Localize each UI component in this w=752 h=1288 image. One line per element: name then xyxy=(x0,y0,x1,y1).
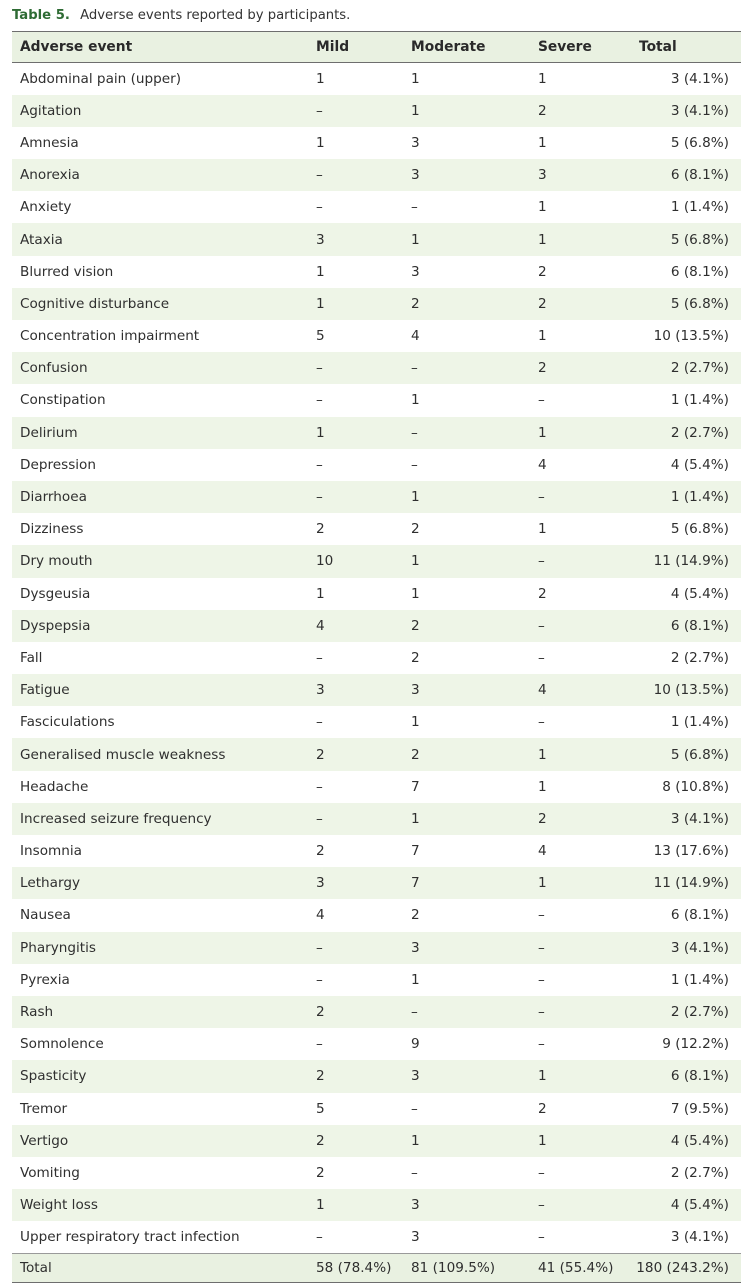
table-row xyxy=(12,1093,741,1125)
cell-mild: 1 xyxy=(316,1197,325,1214)
table-row xyxy=(12,545,741,577)
header-adverse-event: Adverse event xyxy=(12,32,308,63)
header-mild: Mild xyxy=(308,32,403,63)
cell-severe: – xyxy=(538,1004,545,1021)
cell-adverse-event: Somnolence xyxy=(20,1036,104,1053)
total-mild: 58 (78.4%) xyxy=(308,1253,403,1282)
cell-total: 5 (6.8%) xyxy=(670,295,729,312)
cell-total: 1 (1.4%) xyxy=(670,199,729,216)
cell-adverse-event: Depression xyxy=(20,456,96,473)
cell-severe: 1 xyxy=(538,231,547,248)
cell-adverse-event: Diarrhoea xyxy=(20,489,87,506)
cell-mild: 2 xyxy=(316,746,325,763)
cell-mild: – xyxy=(316,649,323,666)
cell-mild: 2 xyxy=(316,1132,325,1149)
cell-total: 5 (6.8%) xyxy=(670,134,729,151)
cell-adverse-event: Insomnia xyxy=(20,843,82,860)
cell-mild: 1 xyxy=(316,70,325,87)
cell-moderate: 3 xyxy=(411,1229,420,1246)
cell-moderate: 3 xyxy=(411,682,420,699)
cell-mild: – xyxy=(316,778,323,795)
cell-moderate: – xyxy=(411,199,418,216)
table-row xyxy=(12,127,741,159)
table-row xyxy=(12,1060,741,1092)
cell-moderate: 3 xyxy=(411,263,420,280)
cell-adverse-event: Confusion xyxy=(20,360,88,377)
total-moderate: 81 (109.5%) xyxy=(403,1253,530,1282)
cell-moderate: 7 xyxy=(411,843,420,860)
cell-adverse-event: Generalised muscle weakness xyxy=(20,746,226,763)
cell-severe: 1 xyxy=(538,778,547,795)
cell-moderate: 1 xyxy=(411,489,420,506)
table-row xyxy=(12,867,741,899)
cell-moderate: – xyxy=(411,1100,418,1117)
cell-total: 11 (14.9%) xyxy=(653,553,729,570)
cell-adverse-event: Constipation xyxy=(20,392,106,409)
cell-moderate: – xyxy=(411,424,418,441)
table-row xyxy=(12,1125,741,1157)
cell-total: 1 (1.4%) xyxy=(670,714,729,731)
table-row xyxy=(12,803,741,835)
table-row xyxy=(12,674,741,706)
cell-total: 8 (10.8%) xyxy=(662,778,729,795)
cell-mild: 2 xyxy=(316,1164,325,1181)
cell-severe: 1 xyxy=(538,1068,547,1085)
cell-moderate: 2 xyxy=(411,617,420,634)
cell-severe: 1 xyxy=(538,424,547,441)
cell-severe: 1 xyxy=(538,328,547,345)
cell-mild: – xyxy=(316,199,323,216)
cell-total: 2 (2.7%) xyxy=(670,360,729,377)
table-row xyxy=(12,932,741,964)
cell-adverse-event: Fasciculations xyxy=(20,714,115,731)
cell-total: 3 (4.1%) xyxy=(670,810,729,827)
cell-mild: 3 xyxy=(316,682,325,699)
cell-total: 1 (1.4%) xyxy=(670,489,729,506)
table-row xyxy=(12,738,741,770)
cell-severe: – xyxy=(538,649,545,666)
header-severe: Severe xyxy=(530,32,631,63)
cell-severe: 2 xyxy=(538,295,547,312)
table-row xyxy=(12,417,741,449)
cell-total: 3 (4.1%) xyxy=(670,1229,729,1246)
cell-severe: 1 xyxy=(538,134,547,151)
cell-mild: 3 xyxy=(316,875,325,892)
table-row xyxy=(12,159,741,191)
cell-mild: 1 xyxy=(316,295,325,312)
cell-moderate: – xyxy=(411,1004,418,1021)
cell-moderate: 9 xyxy=(411,1036,420,1053)
cell-severe: – xyxy=(538,714,545,731)
cell-severe: 2 xyxy=(538,810,547,827)
cell-total: 10 (13.5%) xyxy=(653,328,729,345)
table-caption-text: Adverse events reported by participants. xyxy=(80,8,351,23)
cell-moderate: 7 xyxy=(411,778,420,795)
cell-mild: 4 xyxy=(316,617,325,634)
cell-severe: – xyxy=(538,971,545,988)
cell-mild: 2 xyxy=(316,843,325,860)
table-row xyxy=(12,1157,741,1189)
table-header-row xyxy=(12,32,741,63)
cell-mild: 1 xyxy=(316,585,325,602)
cell-mild: – xyxy=(316,102,323,119)
cell-adverse-event: Pyrexia xyxy=(20,971,70,988)
table-body xyxy=(12,63,741,1254)
cell-mild: 5 xyxy=(316,1100,325,1117)
cell-adverse-event: Cognitive disturbance xyxy=(20,295,170,312)
cell-adverse-event: Dizziness xyxy=(20,521,84,538)
cell-total: 4 (5.4%) xyxy=(670,456,729,473)
table-row xyxy=(12,95,741,127)
total-label: Total xyxy=(12,1253,308,1282)
cell-adverse-event: Fall xyxy=(20,649,43,666)
cell-severe: – xyxy=(538,1229,545,1246)
cell-total: 2 (2.7%) xyxy=(670,649,729,666)
cell-adverse-event: Nausea xyxy=(20,907,71,924)
table-row xyxy=(12,642,741,674)
cell-total: 6 (8.1%) xyxy=(670,617,729,634)
cell-adverse-event: Upper respiratory tract infection xyxy=(20,1229,240,1246)
cell-adverse-event: Fatigue xyxy=(20,682,70,699)
table-row xyxy=(12,610,741,642)
cell-adverse-event: Anorexia xyxy=(20,167,80,184)
adverse-events-table-container xyxy=(12,31,741,1283)
cell-adverse-event: Delirium xyxy=(20,424,78,441)
cell-moderate: 2 xyxy=(411,746,420,763)
cell-moderate: 1 xyxy=(411,585,420,602)
cell-severe: 4 xyxy=(538,456,547,473)
table-row xyxy=(12,256,741,288)
cell-total: 1 (1.4%) xyxy=(670,971,729,988)
adverse-events-table xyxy=(12,31,741,1283)
cell-adverse-event: Weight loss xyxy=(20,1197,98,1214)
cell-total: 1 (1.4%) xyxy=(670,392,729,409)
table-row xyxy=(12,63,741,95)
cell-mild: 1 xyxy=(316,263,325,280)
cell-severe: – xyxy=(538,392,545,409)
cell-adverse-event: Lethargy xyxy=(20,875,80,892)
table-row xyxy=(12,481,741,513)
cell-adverse-event: Vertigo xyxy=(20,1132,69,1149)
cell-severe: – xyxy=(538,1197,545,1214)
cell-adverse-event: Rash xyxy=(20,1004,54,1021)
cell-adverse-event: Abdominal pain (upper) xyxy=(20,70,182,87)
cell-total: 6 (8.1%) xyxy=(670,263,729,280)
cell-severe: 2 xyxy=(538,1100,547,1117)
cell-severe: 2 xyxy=(538,360,547,377)
cell-severe: 1 xyxy=(538,875,547,892)
cell-mild: 4 xyxy=(316,907,325,924)
header-moderate: Moderate xyxy=(403,32,530,63)
cell-moderate: 2 xyxy=(411,521,420,538)
cell-severe: 2 xyxy=(538,102,547,119)
cell-mild: – xyxy=(316,456,323,473)
cell-adverse-event: Increased seizure frequency xyxy=(20,810,212,827)
cell-total: 5 (6.8%) xyxy=(670,746,729,763)
cell-total: 11 (14.9%) xyxy=(653,875,729,892)
table-row xyxy=(12,449,741,481)
cell-adverse-event: Dry mouth xyxy=(20,553,93,570)
table-row xyxy=(12,964,741,996)
cell-total: 6 (8.1%) xyxy=(670,167,729,184)
cell-mild: – xyxy=(316,489,323,506)
cell-moderate: – xyxy=(411,1164,418,1181)
cell-moderate: 3 xyxy=(411,167,420,184)
table-row xyxy=(12,352,741,384)
cell-total: 3 (4.1%) xyxy=(670,939,729,956)
table-caption-label: Table 5. xyxy=(12,8,70,23)
table-row xyxy=(12,1028,741,1060)
cell-severe: 1 xyxy=(538,70,547,87)
cell-moderate: 2 xyxy=(411,907,420,924)
cell-mild: 3 xyxy=(316,231,325,248)
cell-severe: – xyxy=(538,907,545,924)
cell-adverse-event: Agitation xyxy=(20,102,82,119)
cell-adverse-event: Dyspepsia xyxy=(20,617,91,634)
cell-total: 7 (9.5%) xyxy=(670,1100,729,1117)
table-row xyxy=(12,288,741,320)
cell-severe: 2 xyxy=(538,263,547,280)
cell-mild: – xyxy=(316,1036,323,1053)
cell-severe: 1 xyxy=(538,746,547,763)
cell-severe: – xyxy=(538,553,545,570)
cell-severe: – xyxy=(538,1164,545,1181)
cell-total: 4 (5.4%) xyxy=(670,1132,729,1149)
cell-mild: – xyxy=(316,810,323,827)
cell-moderate: – xyxy=(411,456,418,473)
cell-moderate: 3 xyxy=(411,1197,420,1214)
cell-adverse-event: Anxiety xyxy=(20,199,72,216)
cell-moderate: 2 xyxy=(411,295,420,312)
cell-moderate: 1 xyxy=(411,392,420,409)
cell-severe: – xyxy=(538,489,545,506)
table-row xyxy=(12,384,741,416)
cell-moderate: 2 xyxy=(411,649,420,666)
cell-moderate: 4 xyxy=(411,328,420,345)
cell-moderate: 1 xyxy=(411,70,420,87)
cell-adverse-event: Ataxia xyxy=(20,231,63,248)
cell-mild: 2 xyxy=(316,1068,325,1085)
cell-adverse-event: Spasticity xyxy=(20,1068,87,1085)
cell-moderate: 1 xyxy=(411,1132,420,1149)
cell-mild: – xyxy=(316,971,323,988)
cell-total: 6 (8.1%) xyxy=(670,1068,729,1085)
cell-moderate: 7 xyxy=(411,875,420,892)
cell-severe: – xyxy=(538,1036,545,1053)
cell-total: 2 (2.7%) xyxy=(670,1164,729,1181)
cell-mild: 2 xyxy=(316,1004,325,1021)
cell-severe: 1 xyxy=(538,199,547,216)
cell-moderate: 1 xyxy=(411,714,420,731)
cell-total: 6 (8.1%) xyxy=(670,907,729,924)
total-total: 180 (243.2%) xyxy=(631,1253,741,1282)
table-row xyxy=(12,578,741,610)
cell-moderate: 1 xyxy=(411,553,420,570)
cell-mild: – xyxy=(316,1229,323,1246)
cell-moderate: 1 xyxy=(411,102,420,119)
cell-adverse-event: Pharyngitis xyxy=(20,939,96,956)
cell-severe: 1 xyxy=(538,1132,547,1149)
cell-adverse-event: Tremor xyxy=(20,1100,68,1117)
cell-total: 13 (17.6%) xyxy=(653,843,729,860)
cell-total: 3 (4.1%) xyxy=(670,102,729,119)
cell-mild: – xyxy=(316,714,323,731)
cell-adverse-event: Dysgeusia xyxy=(20,585,91,602)
cell-mild: 1 xyxy=(316,424,325,441)
table-row xyxy=(12,771,741,803)
cell-mild: – xyxy=(316,167,323,184)
cell-total: 3 (4.1%) xyxy=(670,70,729,87)
cell-mild: 1 xyxy=(316,134,325,151)
cell-adverse-event: Vomiting xyxy=(20,1164,80,1181)
table-caption xyxy=(12,7,350,25)
cell-severe: 4 xyxy=(538,682,547,699)
cell-moderate: – xyxy=(411,360,418,377)
cell-total: 2 (2.7%) xyxy=(670,424,729,441)
table-row xyxy=(12,223,741,255)
cell-severe: 4 xyxy=(538,843,547,860)
cell-mild: – xyxy=(316,939,323,956)
cell-mild: – xyxy=(316,360,323,377)
cell-moderate: 1 xyxy=(411,231,420,248)
cell-moderate: 3 xyxy=(411,1068,420,1085)
cell-mild: – xyxy=(316,392,323,409)
cell-total: 2 (2.7%) xyxy=(670,1004,729,1021)
cell-adverse-event: Headache xyxy=(20,778,89,795)
cell-severe: 2 xyxy=(538,585,547,602)
cell-total: 10 (13.5%) xyxy=(653,682,729,699)
cell-total: 4 (5.4%) xyxy=(670,585,729,602)
header-total: Total xyxy=(631,32,741,63)
cell-severe: 1 xyxy=(538,521,547,538)
total-severe: 41 (55.4%) xyxy=(530,1253,631,1282)
table-row xyxy=(12,320,741,352)
cell-moderate: 3 xyxy=(411,939,420,956)
cell-total: 4 (5.4%) xyxy=(670,1197,729,1214)
cell-total: 5 (6.8%) xyxy=(670,521,729,538)
cell-mild: 10 xyxy=(316,553,334,570)
table-row xyxy=(12,1189,741,1221)
cell-mild: 2 xyxy=(316,521,325,538)
table-row xyxy=(12,706,741,738)
table-row xyxy=(12,513,741,545)
cell-severe: – xyxy=(538,617,545,634)
cell-moderate: 1 xyxy=(411,971,420,988)
table-total-row xyxy=(12,1253,741,1282)
cell-severe: 3 xyxy=(538,167,547,184)
table-row xyxy=(12,1221,741,1253)
cell-mild: 5 xyxy=(316,328,325,345)
cell-severe: – xyxy=(538,939,545,956)
cell-total: 5 (6.8%) xyxy=(670,231,729,248)
cell-total: 9 (12.2%) xyxy=(662,1036,729,1053)
table-row xyxy=(12,899,741,931)
cell-adverse-event: Concentration impairment xyxy=(20,328,200,345)
cell-moderate: 3 xyxy=(411,134,420,151)
cell-moderate: 1 xyxy=(411,810,420,827)
table-row xyxy=(12,996,741,1028)
cell-adverse-event: Blurred vision xyxy=(20,263,114,280)
table-row xyxy=(12,191,741,223)
cell-adverse-event: Amnesia xyxy=(20,134,79,151)
table-row xyxy=(12,835,741,867)
